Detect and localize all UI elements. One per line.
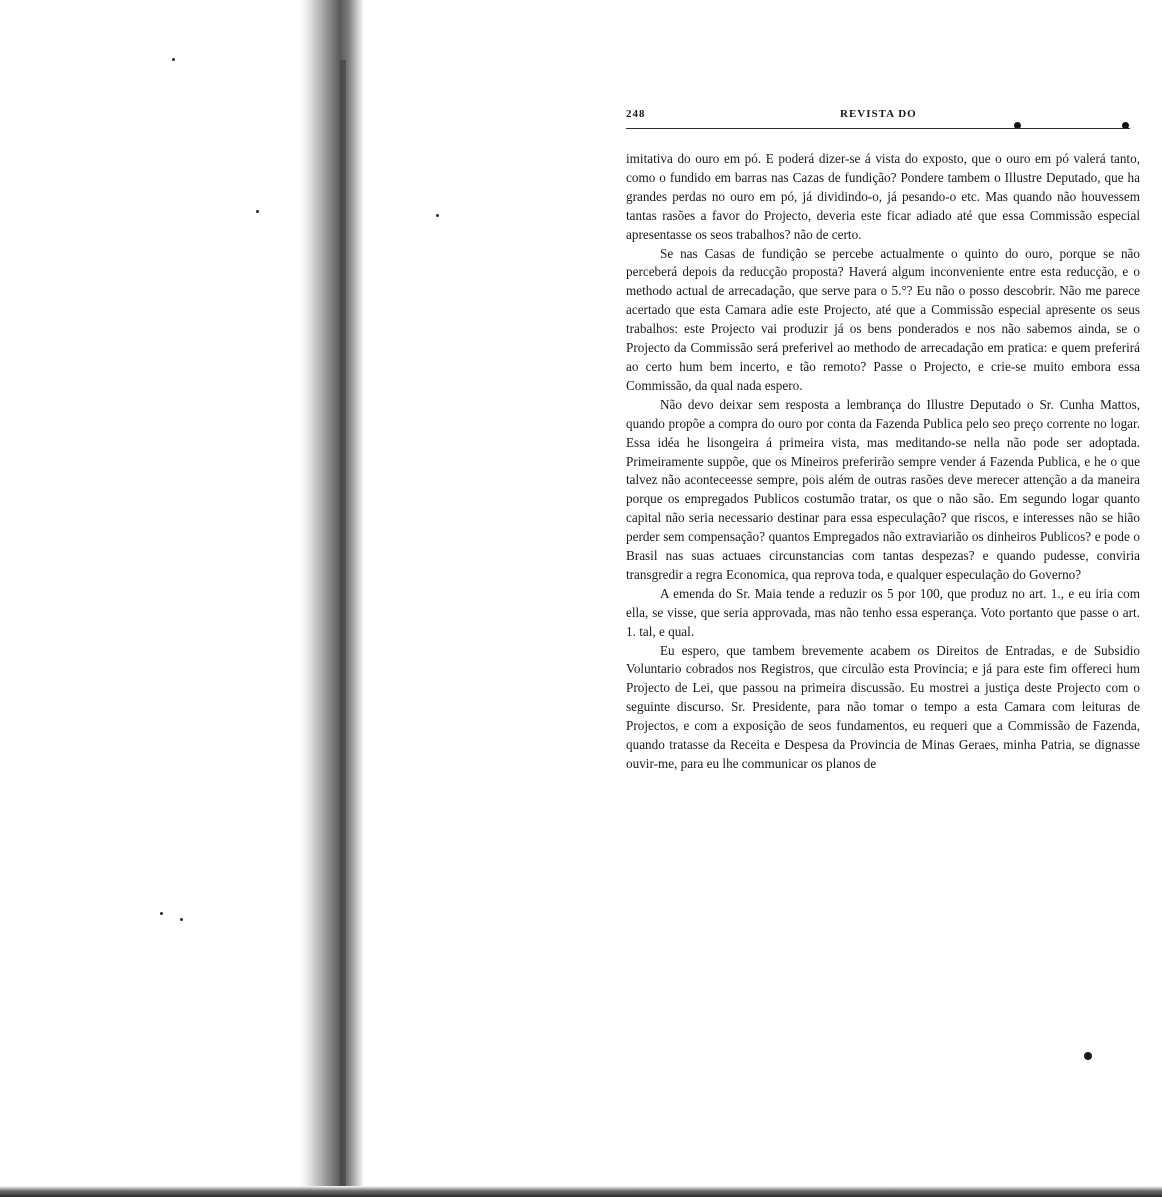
scan-speck — [180, 918, 183, 921]
book-spine-shadow — [300, 0, 364, 1197]
ink-dot — [1084, 1052, 1092, 1060]
scan-speck — [436, 214, 439, 217]
running-head — [626, 104, 1146, 126]
scan-speck — [160, 912, 163, 915]
header-rule — [626, 128, 1130, 129]
spine-edge-line — [340, 60, 346, 1197]
paragraph: Se nas Casas de fundição se percebe actualmente o quinto do ouro, porque se não perceberá depois da reducção proposta? Haverá algum inconveniente entre esta reducção, e o methodo actual de arrecadação, que serve para o 5.°? Eu não o posso descobrir. Não me parece acertado que esta Camara adie este Projecto, até que a Commissão especial apresente os seus trabalhos: este Projecto vai produzir já os bens ponderados e nos não sabemos ainda, se o Projecto da Commissão será preferivel ao methodo de arrecadação em pratica: e quem preferirá ao certo hum bem incerto, e tão remoto? Passe o Projecto, e crie-se muito embora essa Commissão, da qual nada espero. — [626, 245, 1140, 393]
paragraph: imitativa do ouro em pó. E poderá dizer-se á vista do exposto, que o ouro em pó valerá tanto, como o fundido em barras nas Cazas de fundição? Pondere tambem o Illustre Deputado, que ha grandes perdas no ouro em pó, já dividindo-o, já pesando-o etc. Mas quando não houvessem tantas rasões a favor do Projecto, deveria este ficar adiado até que essa Commissão especial apresentasse os seos trabalhos? não de certo. — [626, 151, 1140, 242]
paragraph: Eu espero, que tambem brevemente acabem os Direitos de Entradas, e de Subsidio Voluntario cobrados nos Registros, que circulão esta Provincia; e já para este fim offereci hum Projecto de Lei, que passou na primeira discussão. Eu mostrei a justiça deste Projecto com o seguinte discurso. Sr. Presidente, para não tomar o tempo a esta Camara com leituras de Projectos, e com a exposição de seos fundamentos, eu requeri que a Commissão de Fazenda, quando tratasse da Receita e Despesa da Provincia de Minas Geraes, minha Patria, se dignasse ouvir-me, para eu lhe communicar os planos de — [626, 642, 1140, 771]
scan-speck — [172, 58, 175, 61]
scan-speck — [256, 210, 259, 213]
paragraph: Não devo deixar sem resposta a lembrança do Illustre Deputado o Sr. Cunha Mattos, quando propõe a compra do ouro por conta da Fazenda Publica pelo seo preço corrente no logar. Essa idéa he lisongeira á primeira vista, mas meditando-se nella não pode ser adoptada. Primeiramente suppõe, que os Mineiros preferirão sempre vender á Fazenda Publica, e he o que talvez não aconteceesse sempre, pois além de outras rasões deve merecer attenção a da maneira porque os empregados Publicos costumão tratar, os que o não são. Em segundo logar quanto capital não seria necessario destinar para essa especulação? que riscos, e interesses não se hião perder sem compensação? quantos Empregados não extraviarião os dinheiros Publicos? e pode o Brasil nas suas actuaes circunstancias com tantas despezas? e quando pudesse, conviria transgredir a regra Economica, qua reprova toda, e qualquer especulação do Governo? — [626, 396, 1140, 582]
bottom-edge-shadow — [0, 1186, 1162, 1197]
book-page — [626, 104, 1146, 771]
body-text — [626, 150, 1140, 774]
page-number: 248 — [626, 108, 646, 120]
paragraph: A emenda do Sr. Maia tende a reduzir os 5 por 100, que produz no art. 1., e eu iria com ella, se visse, que seria approvada, mas não tenho essa esperança. Voto portanto que passe o art. 1. tal, e qual. — [626, 585, 1140, 639]
journal-title: REVISTA DO — [840, 108, 917, 120]
